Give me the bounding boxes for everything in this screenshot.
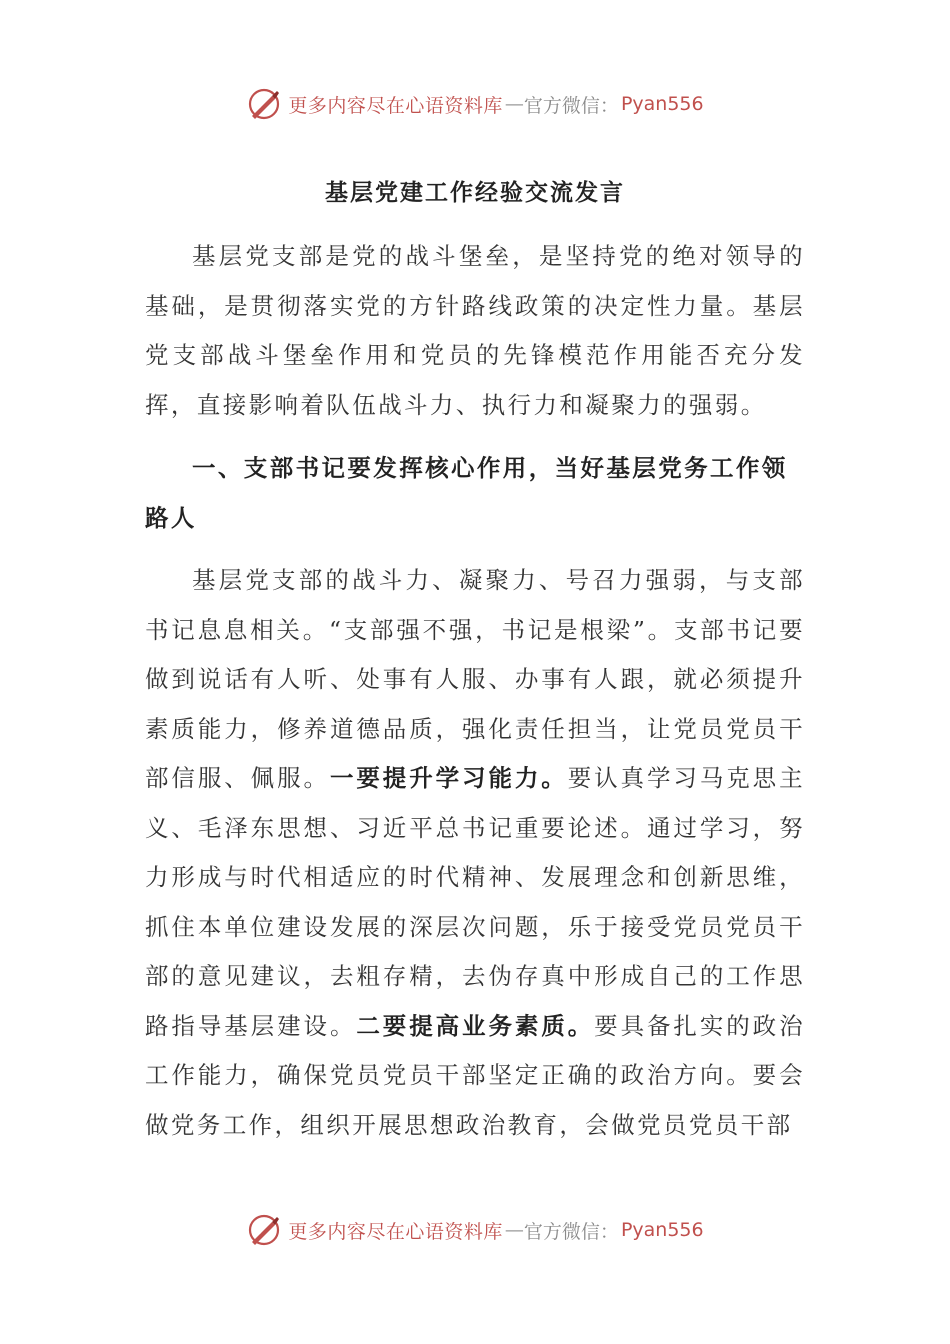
section1-part1: 基层党支部的战斗力、凝聚力、号召力强弱，与支部书记息息相关。“支部强不强，书记是根梁”。支部书记要做到说话有人听、处事有人服、办事有人跟，就必须提升素质能力，修养道德品质，强化责任担当，让党员党员干部信服、佩服。 [145,566,805,792]
section1-part2: 要认真学习马克思主义、毛泽东思想、习近平总书记重要论述。通过学习，努力形成与时代相适应的时代精神、发展理念和创新思维，抓住本单位建设发展的深层次问题，乐于接受党员党员干部的意见建议，去粗存精，去伪存真中形成自己的工作思路指导基层建设。 [145,764,805,1040]
intro-paragraph [145,232,805,430]
pen-circle-logo-icon [246,1212,282,1248]
section1-part3: 要具备扎实的政治工作能力，确保党员党员干部坚定正确的政治方向。要会做党务工作，组织开展思想政治教育，会做党员党员干部 [145,1011,805,1139]
banner-text: 更多内容尽在心语资料库 [288,94,503,117]
footer-banner [0,1208,950,1252]
pen-circle-logo-icon [246,86,282,122]
banner-separator: — [504,1219,524,1241]
section1-paragraph-text [145,556,805,1150]
banner-wechat-id: Pyan556 [620,93,704,115]
document-title: 基层党建工作经验交流发言 [325,179,625,206]
section1-bold1: 一要提升学习能力。 [329,764,568,792]
banner-text: 更多内容尽在心语资料库 [288,1220,503,1243]
header-banner [0,82,950,126]
intro-paragraph-text: 基层党支部是党的战斗堡垒，是坚持党的绝对领导的基础，是贯彻落实党的方针路线政策的决定性力量。基层党支部战斗堡垒作用和党员的先锋模范作用能否充分发挥，直接影响着队伍战斗力、执行力和凝聚力的强弱。 [145,242,805,419]
section1-heading [145,443,805,543]
section1-heading-text: 一、支部书记要发挥核心作用，当好基层党务工作领路人 [145,454,788,532]
banner-wechat-label: 官方微信： [523,1220,619,1243]
banner-separator: — [504,93,524,115]
banner-wechat-label: 官方微信： [523,94,619,117]
section1-bold2: 二要提高业务素质。 [356,1011,595,1040]
banner-wechat-id: Pyan556 [620,1219,704,1241]
section1-paragraph [145,556,805,1150]
